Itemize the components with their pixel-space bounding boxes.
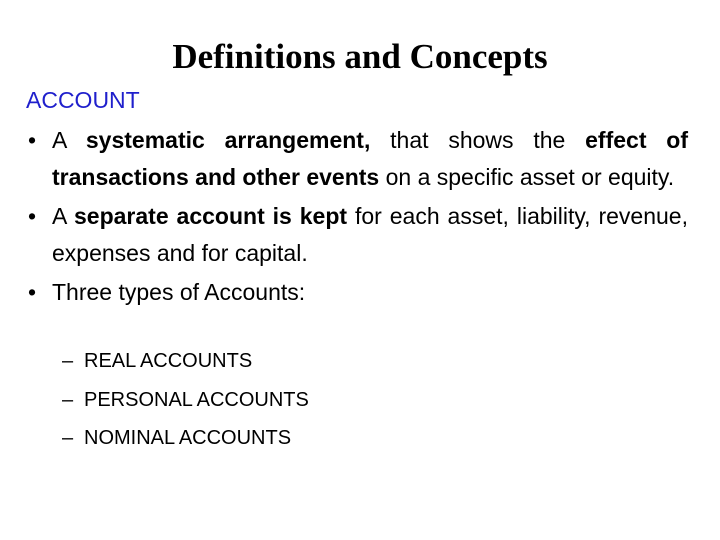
- bullet-item: [26, 274, 688, 311]
- bullet-emphasis: effect of transactions and other events: [52, 127, 689, 190]
- bullet-emphasis: systematic arrangement,: [85, 127, 371, 153]
- bullet-item: [26, 122, 688, 196]
- account-type-label: REAL ACCOUNTS: [84, 350, 253, 372]
- dash-marker: –: [62, 350, 74, 372]
- dash-marker: –: [62, 388, 74, 411]
- bullet-text: on a specific asset or equity.: [379, 164, 675, 190]
- dash-marker: –: [62, 427, 74, 449]
- bullet-text: Three types of Accounts:: [52, 279, 306, 305]
- account-type-item: [62, 419, 309, 458]
- account-type-label: NOMINAL ACCOUNTS: [84, 427, 292, 449]
- bullet-text: for each asset, liability, revenue, expenses and for capital.: [52, 203, 688, 266]
- slide-title: Definitions and Concepts: [172, 37, 548, 76]
- section-heading: ACCOUNT: [26, 87, 140, 113]
- bullet-marker: •: [28, 127, 37, 153]
- bullet-emphasis: separate account is kept: [74, 203, 348, 229]
- account-type-item: [62, 342, 309, 381]
- bullet-list: [26, 122, 688, 313]
- bullet-text: A: [52, 203, 74, 229]
- bullet-text: A: [52, 127, 86, 153]
- account-type-item: [62, 381, 309, 420]
- bullet-item: [26, 198, 688, 272]
- bullet-marker: •: [28, 279, 37, 305]
- account-types-list: [62, 342, 309, 458]
- bullet-marker: •: [28, 203, 37, 229]
- bullet-text: that shows the: [370, 127, 586, 153]
- account-type-label: PERSONAL ACCOUNTS: [84, 388, 309, 411]
